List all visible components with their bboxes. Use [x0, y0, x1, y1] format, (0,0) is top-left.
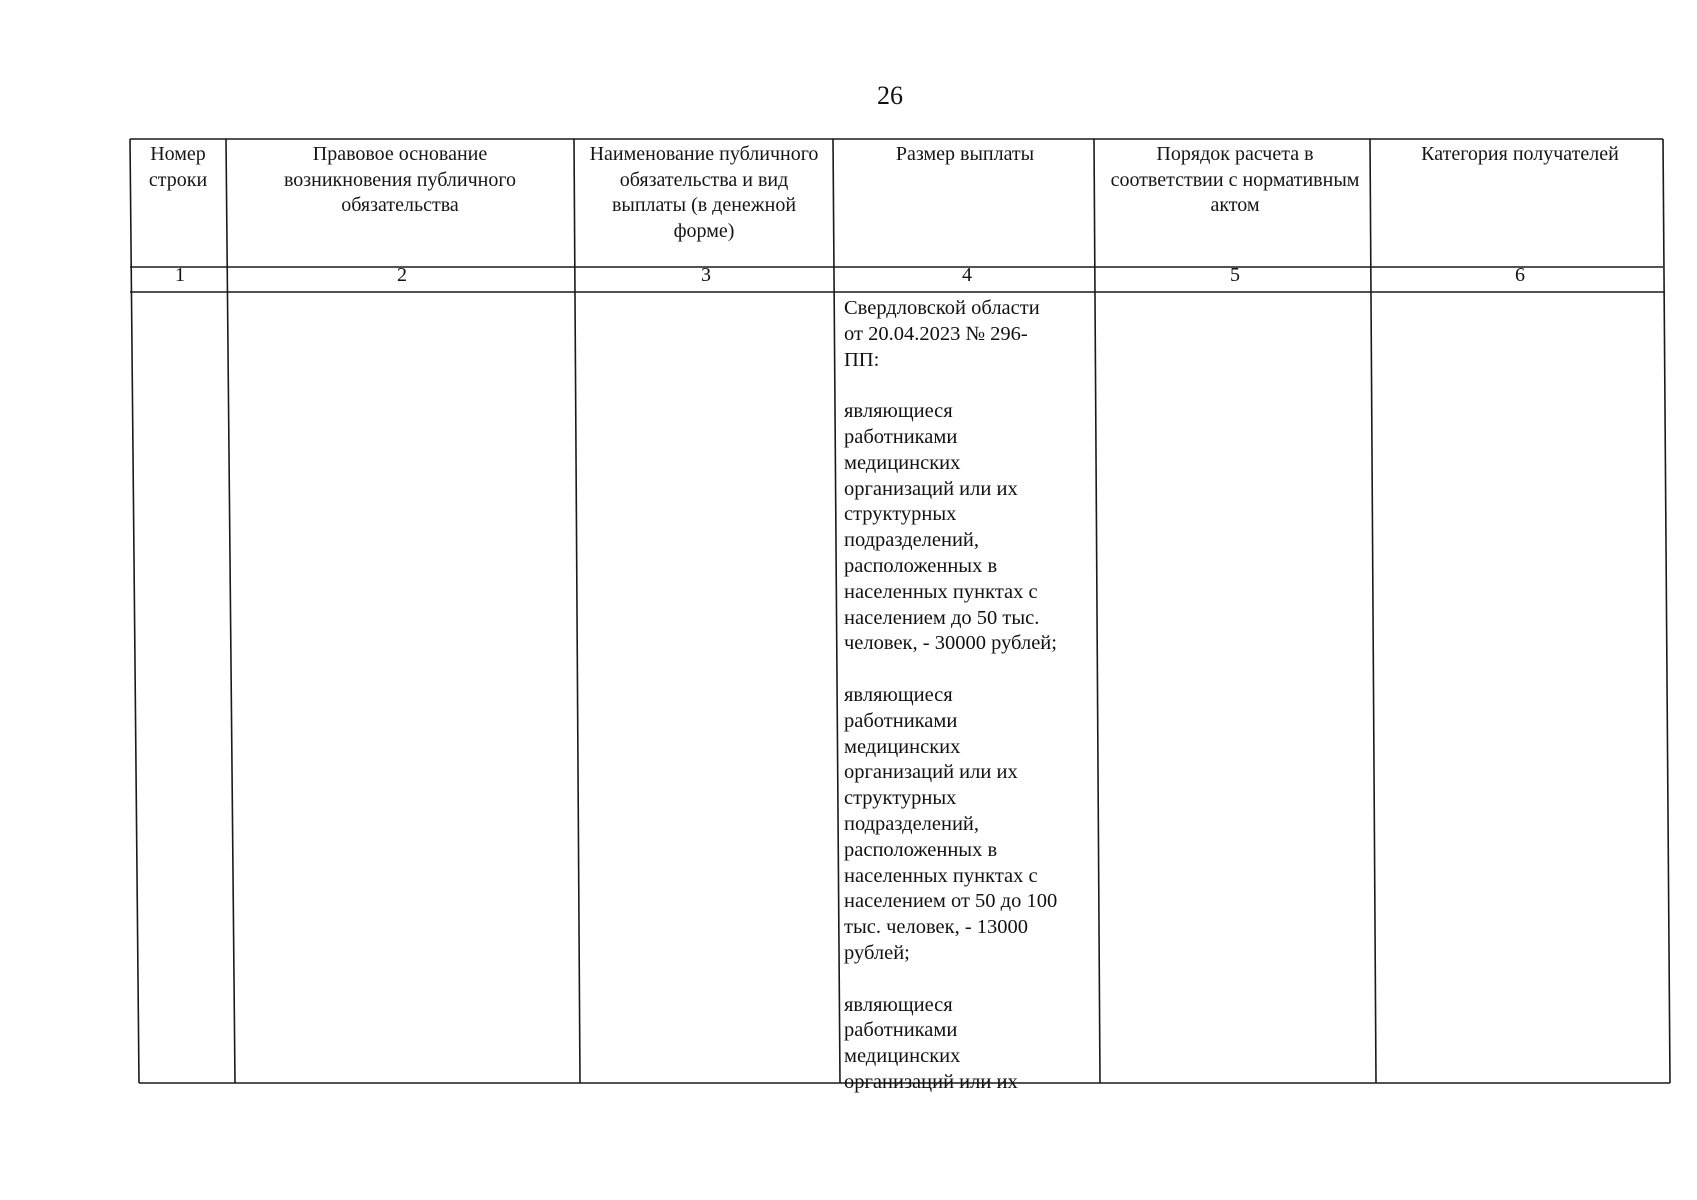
- column-number-1: 1: [175, 264, 185, 286]
- column-number-6: 6: [1515, 264, 1525, 286]
- header-recipient-category: Категория получателей: [1421, 143, 1619, 165]
- column-number-5: 5: [1230, 264, 1240, 286]
- header-legal-basis: Правовое основание возникновения публичного обязательства: [283, 143, 517, 216]
- column-number-4: 4: [962, 264, 972, 286]
- header-line-number: Номер строки: [148, 143, 208, 191]
- header-calculation-procedure: Порядок расчета в соответствии с нормативным актом: [1110, 143, 1360, 216]
- header-obligation-name: Наименование публичного обязательства и вид выплаты (в денежной форме): [589, 143, 819, 242]
- column-number-3: 3: [701, 264, 711, 286]
- payment-amount-cell: Свердловской области от 20.04.2023 № 296- ПП: являющиеся работниками медицинских организаций или их структурных подразделений, расположенных в населенных пунктах с населением до 50 тыс. человек, - 30000 рублей; являющиеся работниками медицинских организаций или их структурных подразделений, расположенных в населенных пунктах с населением от 50 до 100 тыс. человек, - 13000 рублей; являющиеся работниками медицинских организаций или их: [844, 297, 1058, 1093]
- header-payment-amount: Размер выплаты: [895, 143, 1035, 165]
- page-number: 26: [877, 81, 903, 110]
- column-number-2: 2: [397, 264, 407, 286]
